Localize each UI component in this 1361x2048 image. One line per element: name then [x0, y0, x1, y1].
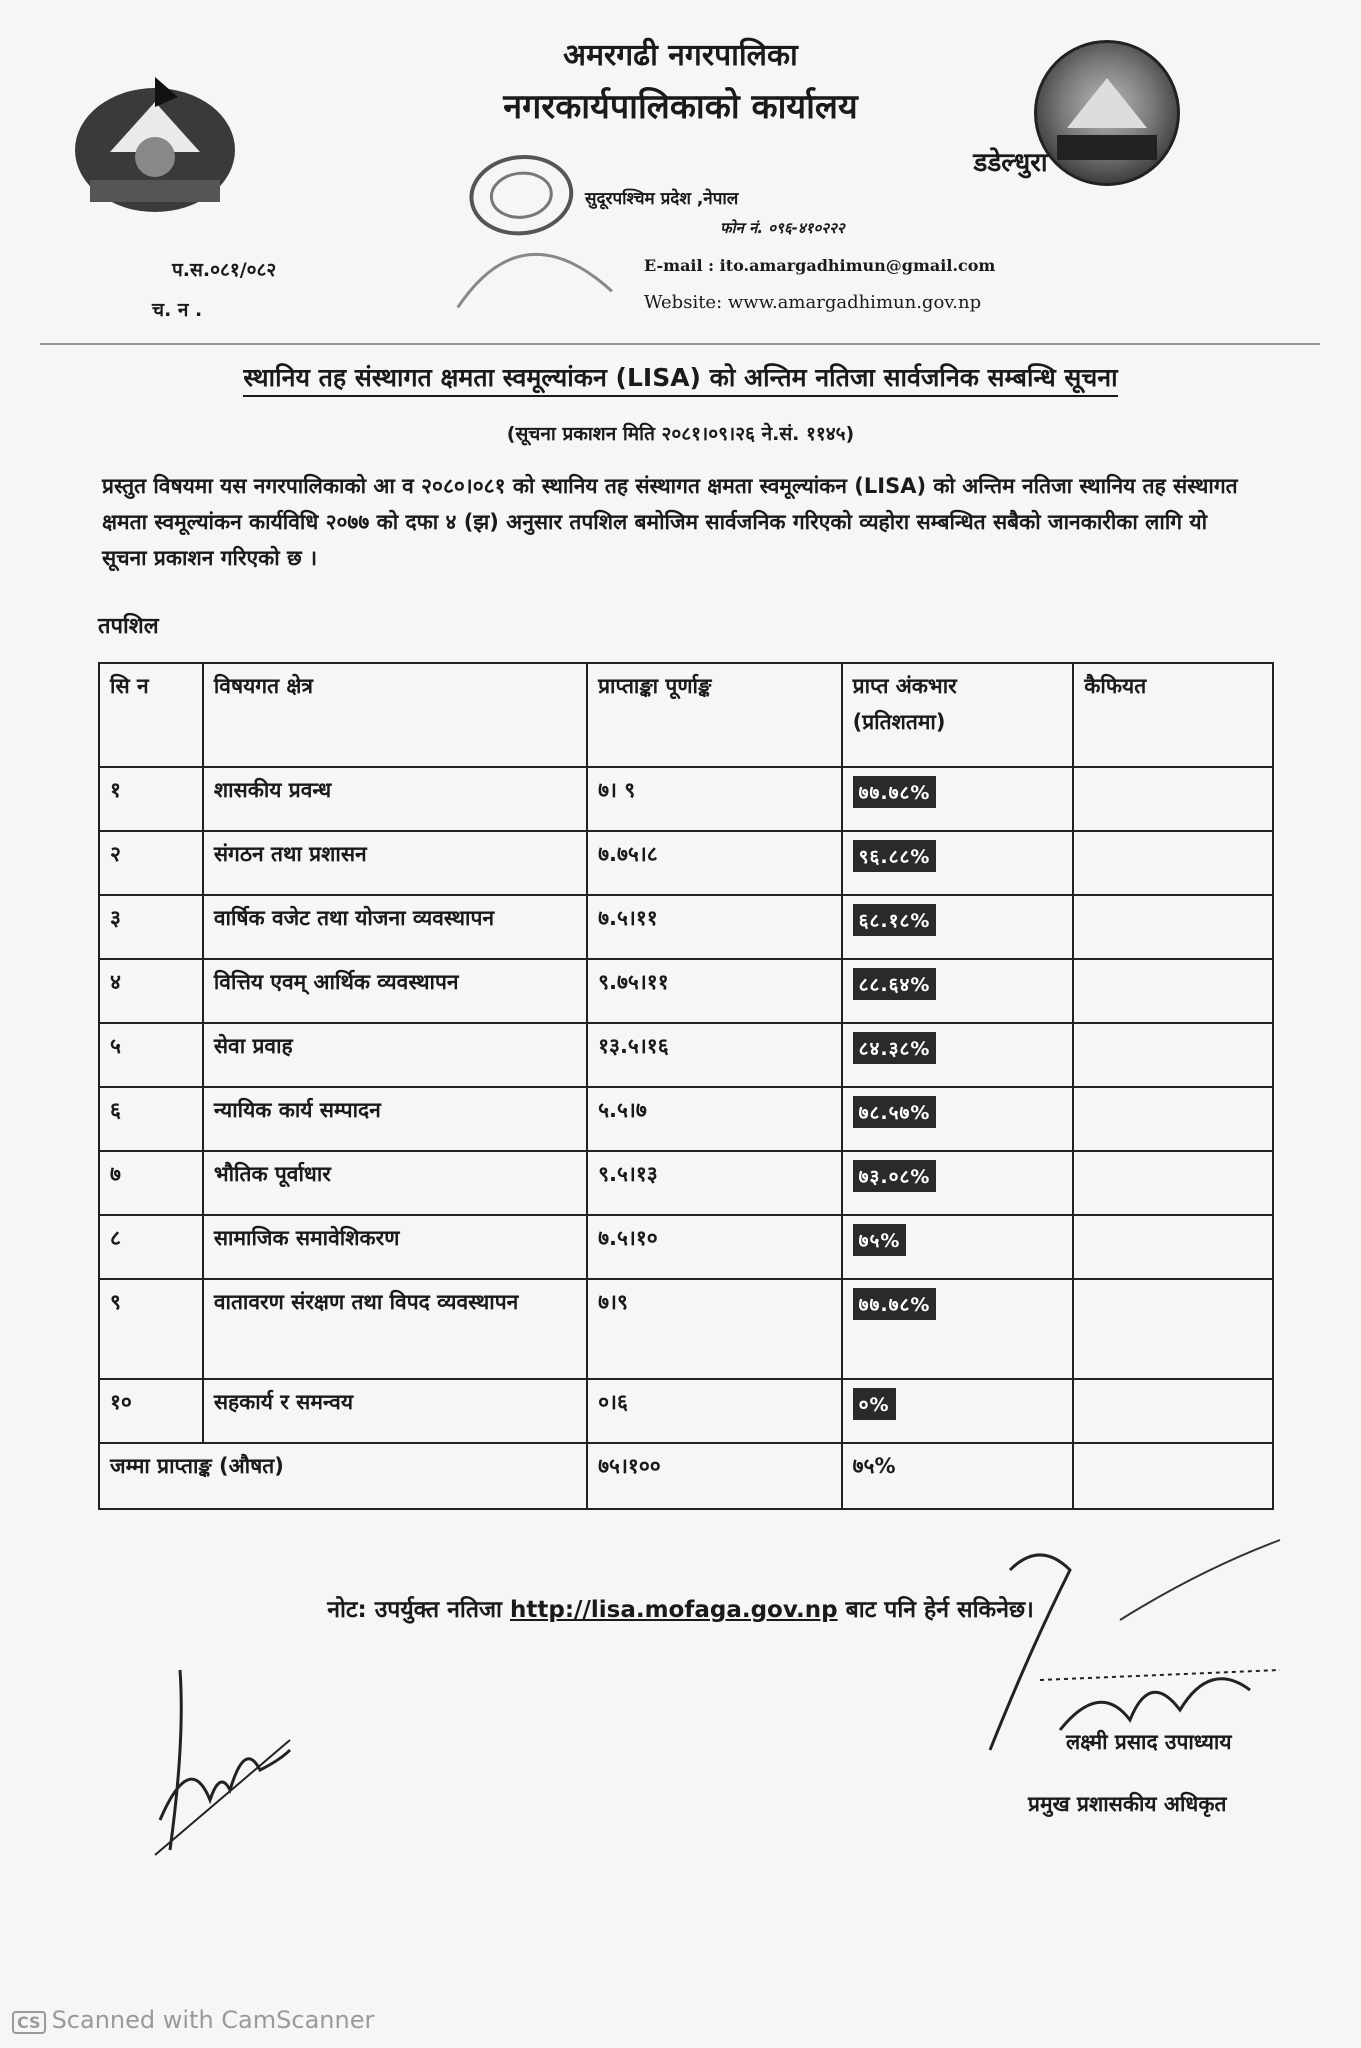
row-score: ७.५।११: [587, 895, 842, 959]
row-remarks: [1073, 831, 1273, 895]
row-area: वित्तिय एवम् आर्थिक व्यवस्थापन: [203, 959, 587, 1023]
row-score: ९.७५।११: [587, 959, 842, 1023]
row-remarks: [1073, 959, 1273, 1023]
lisa-results-table: [98, 662, 1274, 1510]
row-sn: ६: [99, 1087, 203, 1151]
row-sn: ५: [99, 1023, 203, 1087]
table-row: [99, 1151, 1273, 1215]
fiscal-year-ref: प.स.०८१/०८२: [172, 259, 277, 281]
details-label: तपशिल: [98, 614, 159, 639]
district-name: डडेल्धुरा: [973, 148, 1048, 178]
percent-badge: ७३.०८%: [853, 1160, 937, 1192]
row-score: ७। ९: [587, 767, 842, 831]
percent-badge: ०%: [853, 1388, 896, 1420]
row-score: ७.७५।८: [587, 831, 842, 895]
header-area: विषयगत क्षेत्र: [203, 663, 587, 767]
municipality-name: अमरगढी नगरपालिका: [563, 38, 798, 73]
row-score: १३.५।१६: [587, 1023, 842, 1087]
row-percent: [842, 1023, 1074, 1087]
row-score: ०।६: [587, 1379, 842, 1443]
row-remarks: [1073, 895, 1273, 959]
row-percent: [842, 767, 1074, 831]
row-sn: १: [99, 767, 203, 831]
table-total-row: [99, 1443, 1273, 1509]
camscanner-icon: CS: [12, 2011, 46, 2034]
row-area: सामाजिक समावेशिकरण: [203, 1215, 587, 1279]
notice-subject: स्थानिय तह संस्थागत क्षमता स्वमूल्यांकन (LISA) को अन्तिम नतिजा सार्वजनिक सम्बन्धि सूचना: [0, 360, 1361, 394]
table-row: [99, 959, 1273, 1023]
row-remarks: [1073, 1023, 1273, 1087]
row-sn: ७: [99, 1151, 203, 1215]
table-row: [99, 895, 1273, 959]
row-sn: २: [99, 831, 203, 895]
row-area: वार्षिक वजेट तथा योजना व्यवस्थापन: [203, 895, 587, 959]
row-area: भौतिक पूर्वाधार: [203, 1151, 587, 1215]
publication-date: (सूचना प्रकाशन मिति २०८१।०९।२६ ने.सं. ११४५): [506, 423, 855, 445]
email-line: E-mail : ito.amargadhimun@gmail.com: [644, 256, 996, 275]
row-remarks: [1073, 1151, 1273, 1215]
scanner-watermark: CS Scanned with CamScanner: [12, 2006, 374, 2034]
header-divider: [40, 343, 1320, 345]
header-sn: सि न: [99, 663, 203, 767]
percent-badge: ७५%: [853, 1224, 907, 1256]
total-percent: ७५%: [842, 1443, 1074, 1509]
row-remarks: [1073, 1215, 1273, 1279]
percent-badge: ७७.७८%: [853, 1288, 937, 1320]
row-percent: [842, 895, 1074, 959]
row-percent: [842, 1151, 1074, 1215]
signatory-title: प्रमुख प्रशासकीय अधिकृत: [1028, 1792, 1227, 1816]
row-area: सेवा प्रवाह: [203, 1023, 587, 1087]
percent-badge: ७८.५७%: [853, 1096, 937, 1128]
lisa-link[interactable]: http://lisa.mofaga.gov.np: [510, 1597, 838, 1623]
header-remarks: कैफियत: [1073, 663, 1273, 767]
total-score: ७५।१००: [587, 1443, 842, 1509]
table-row: [99, 1215, 1273, 1279]
table-row: [99, 1279, 1273, 1379]
row-area: न्यायिक कार्य सम्पादन: [203, 1087, 587, 1151]
phone-number: फोन नं. ०९६-४१०२२२: [720, 219, 845, 237]
table-row: [99, 1379, 1273, 1443]
table-row: [99, 1087, 1273, 1151]
header-percent: प्राप्त अंकभार (प्रतिशतमा): [842, 663, 1074, 767]
row-percent: [842, 1087, 1074, 1151]
total-remarks: [1073, 1443, 1273, 1509]
row-percent: [842, 959, 1074, 1023]
notice-paragraph: प्रस्तुत विषयमा यस नगरपालिकाको आ व २०८०।०८१ को स्थानिय तह संस्थागत क्षमता स्वमूल्यांकन (LISA) को अन्तिम नतिजा स्थानिय तह संस्थागत क्षमता स्वमूल्यांकन कार्यविधि २०७७ को दफा ४ (झ) अनुसार तपशिल बमोजिम सार्वजनिक गरिएको व्यहोरा सम्बन्धित सबैको जानकारीका लागि यो सूचना प्रकाशन गरिएको छ ।: [102, 474, 1238, 570]
website-line: Website: www.amargadhimun.gov.np: [644, 292, 982, 313]
row-area: सहकार्य र समन्वय: [203, 1379, 587, 1443]
row-sn: ९: [99, 1279, 203, 1379]
row-remarks: [1073, 1279, 1273, 1379]
dispatch-number: च. न .: [152, 299, 203, 321]
row-percent: [842, 831, 1074, 895]
row-remarks: [1073, 1087, 1273, 1151]
table-row: [99, 1023, 1273, 1087]
table-row: [99, 831, 1273, 895]
signatory-name: लक्ष्मी प्रसाद उपाध्याय: [1066, 1730, 1232, 1754]
row-score: ९.५।१३: [587, 1151, 842, 1215]
table-row: [99, 767, 1273, 831]
percent-badge: ८४.३८%: [853, 1032, 937, 1064]
row-remarks: [1073, 767, 1273, 831]
row-sn: ३: [99, 895, 203, 959]
row-percent: [842, 1279, 1074, 1379]
header-score: प्राप्ताङ्का पूर्णाङ्क: [587, 663, 842, 767]
table-header-row: [99, 663, 1273, 767]
office-name: नगरकार्यपालिकाको कार्यालय: [503, 87, 858, 127]
percent-badge: ६८.१८%: [853, 904, 937, 936]
left-signature: [150, 1660, 300, 1860]
percent-badge: ७७.७८%: [853, 776, 937, 808]
row-sn: ४: [99, 959, 203, 1023]
note-line: नोट: उपर्युक्त नतिजा http://lisa.mofaga.gov.np बाट पनि हेर्न सकिनेछ।: [327, 1597, 1034, 1623]
percent-badge: ९६.८८%: [853, 840, 937, 872]
row-score: ५.५।७: [587, 1087, 842, 1151]
total-label: जम्मा प्राप्ताङ्क (औषत): [99, 1443, 587, 1509]
row-sn: १०: [99, 1379, 203, 1443]
row-percent: [842, 1215, 1074, 1279]
province-name: सुदूरपश्चिम प्रदेश ,नेपाल: [585, 189, 739, 209]
row-score: ७।९: [587, 1279, 842, 1379]
row-sn: ८: [99, 1215, 203, 1279]
row-remarks: [1073, 1379, 1273, 1443]
percent-badge: ८८.६४%: [853, 968, 937, 1000]
row-area: वातावरण संरक्षण तथा विपद व्यवस्थापन: [203, 1279, 587, 1379]
row-score: ७.५।१०: [587, 1215, 842, 1279]
row-percent: [842, 1379, 1074, 1443]
row-area: संगठन तथा प्रशासन: [203, 831, 587, 895]
row-area: शासकीय प्रवन्ध: [203, 767, 587, 831]
